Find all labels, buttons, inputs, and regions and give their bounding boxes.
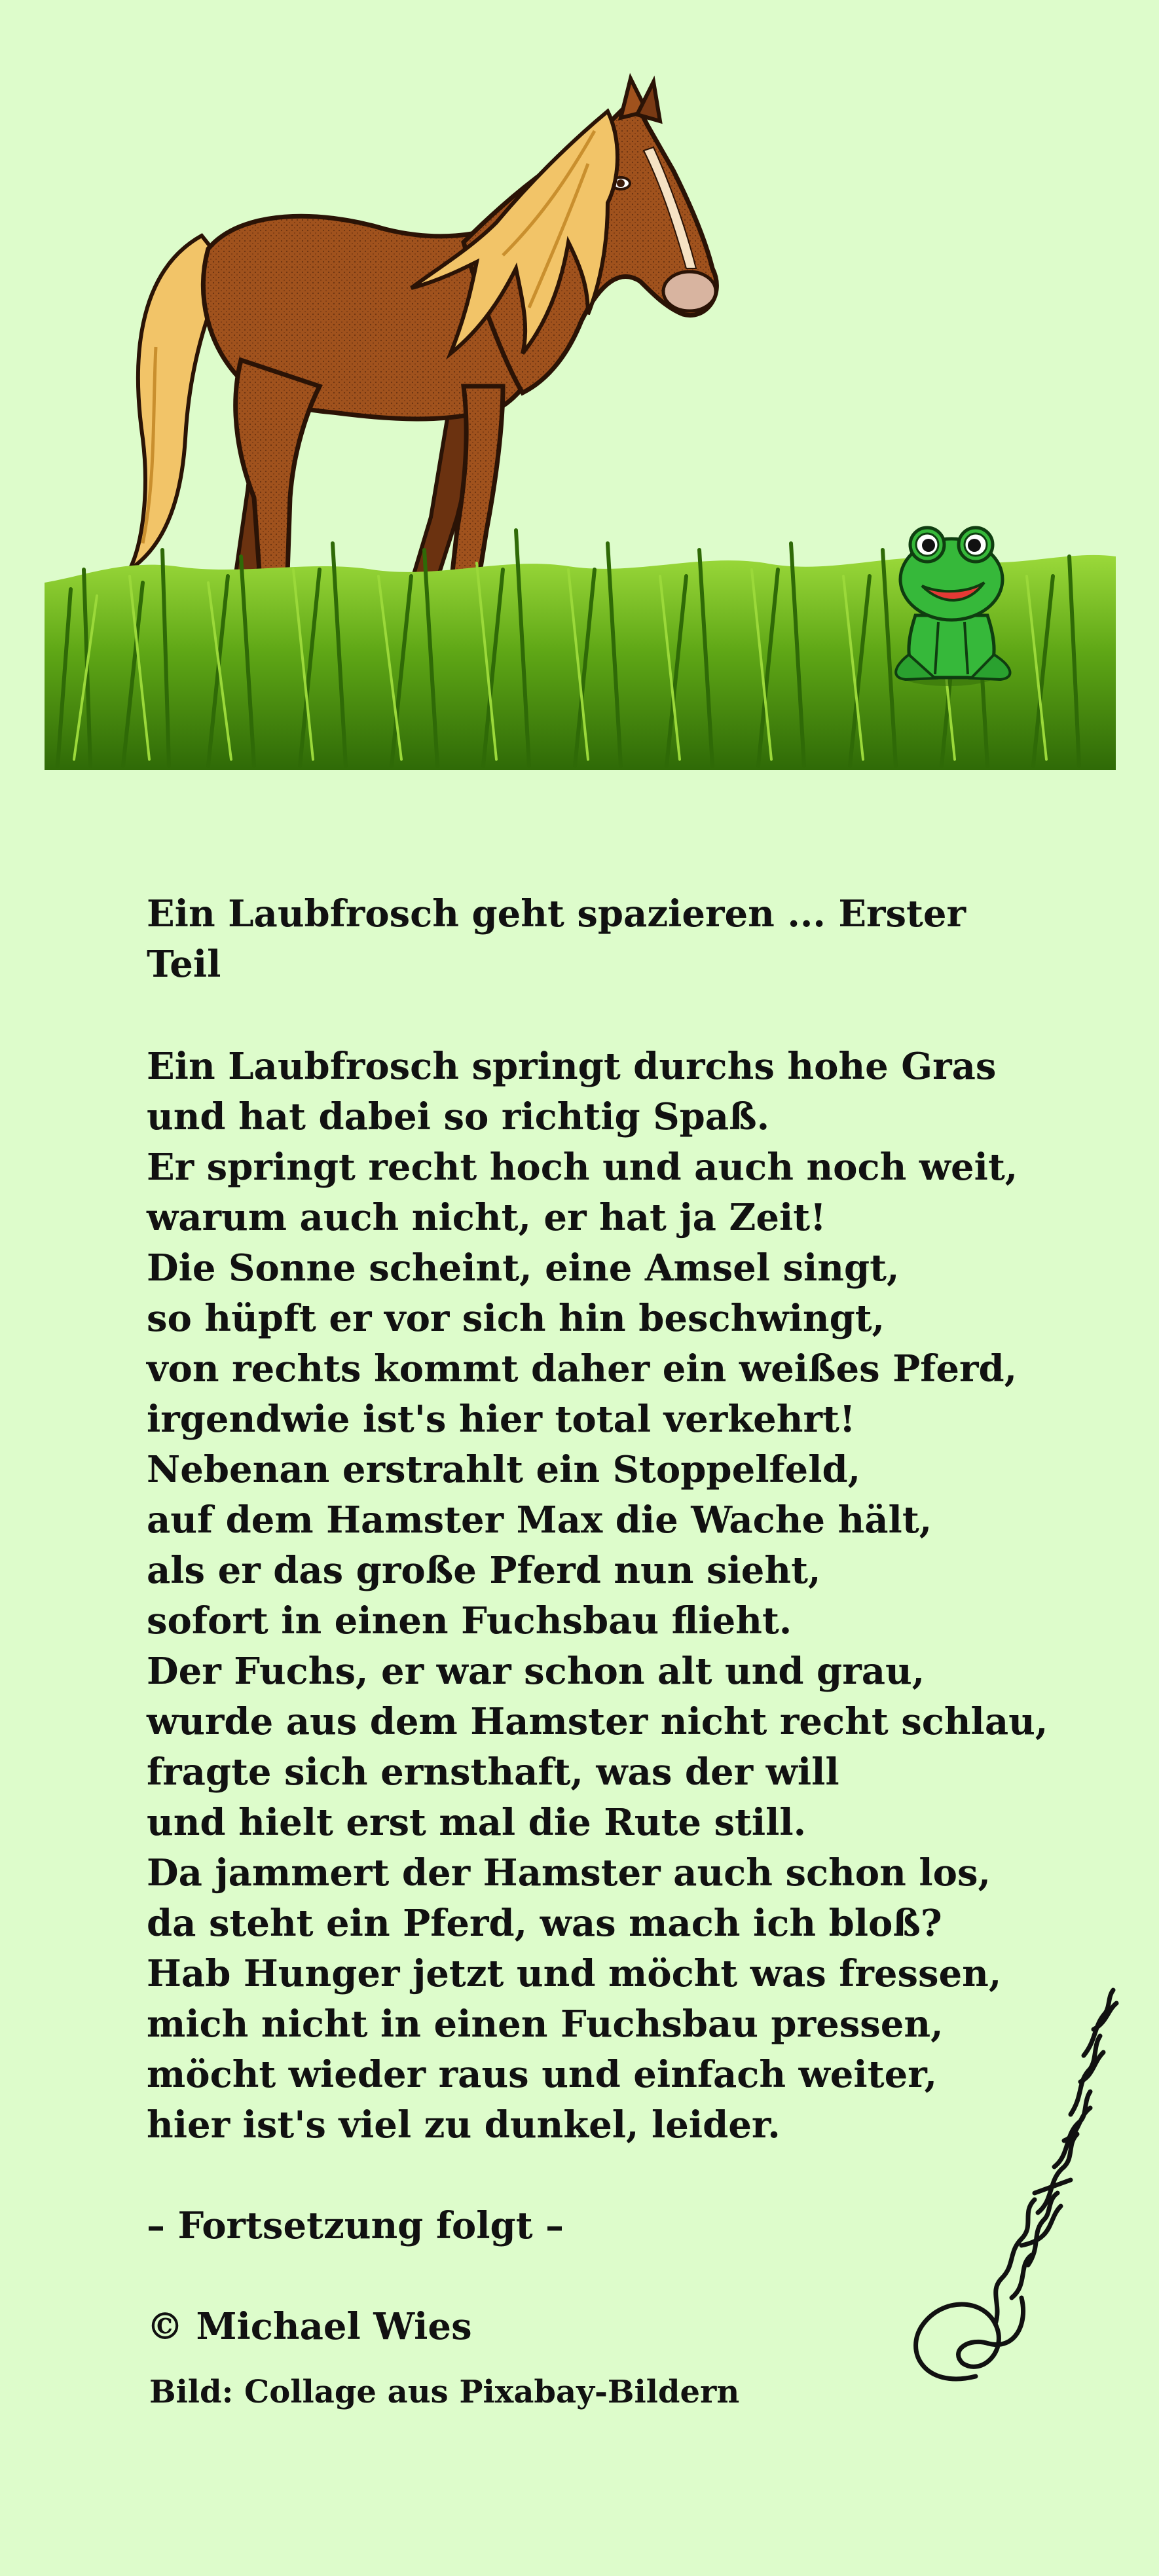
poem-line: von rechts kommt daher ein weißes Pferd, xyxy=(147,1347,1018,1390)
poem-line: Nebenan erstrahlt ein Stoppelfeld, xyxy=(147,1448,861,1491)
poem-line: wurde aus dem Hamster nicht recht schlau, xyxy=(147,1700,1048,1743)
poem-line: als er das große Pferd nun sieht, xyxy=(147,1549,821,1592)
poem-line: Die Sonne scheint, eine Amsel singt, xyxy=(147,1246,900,1290)
poem-line: sofort in einen Fuchsbau flieht. xyxy=(147,1599,792,1642)
poem-lines xyxy=(147,1042,1048,2150)
poem-line: Der Fuchs, er war schon alt und grau, xyxy=(147,1650,925,1693)
poem-line: möcht wieder raus und einfach weiter, xyxy=(147,2053,938,2096)
poem-line: Da jammert der Hamster auch schon los, xyxy=(147,1851,991,1895)
poem-line: Hab Hunger jetzt und möcht was fressen, xyxy=(147,1952,1002,1995)
poem-line: da steht ein Pferd, was mach ich bloß? xyxy=(147,1902,942,1945)
poem-line: hier ist's viel zu dunkel, leider. xyxy=(147,2103,781,2147)
poem-line: und hielt erst mal die Rute still. xyxy=(147,1801,807,1844)
poem-line: warum auch nicht, er hat ja Zeit! xyxy=(147,1196,826,1239)
poem-line: Er springt recht hoch und auch noch weit, xyxy=(147,1146,1018,1189)
poem-line: so hüpft er vor sich hin beschwingt, xyxy=(147,1297,885,1340)
poem-line: mich nicht in einen Fuchsbau pressen, xyxy=(147,2003,944,2046)
poem xyxy=(147,889,1048,2352)
image-credit: Bild: Collage aus Pixabay-Bildern xyxy=(149,2374,740,2410)
author-copyright: © Michael Wies xyxy=(147,2305,472,2348)
poem-line: Ein Laubfrosch springt durchs hohe Gras xyxy=(147,1045,997,1088)
continuation-note: – Fortsetzung folgt – xyxy=(147,2204,564,2247)
poem-title: Ein Laubfrosch geht spazieren ... Erster Teil xyxy=(147,892,966,986)
header-illustration xyxy=(45,72,1116,770)
poem-line: auf dem Hamster Max die Wache hält, xyxy=(147,1498,932,1542)
signature-logo xyxy=(897,1957,1120,2416)
poem-line: und hat dabei so richtig Spaß. xyxy=(147,1095,770,1138)
horse-icon xyxy=(130,79,716,592)
poem-line: irgendwie ist's hier total verkehrt! xyxy=(147,1398,856,1441)
poem-line: fragte sich ernsthaft, was der will xyxy=(147,1751,839,1794)
